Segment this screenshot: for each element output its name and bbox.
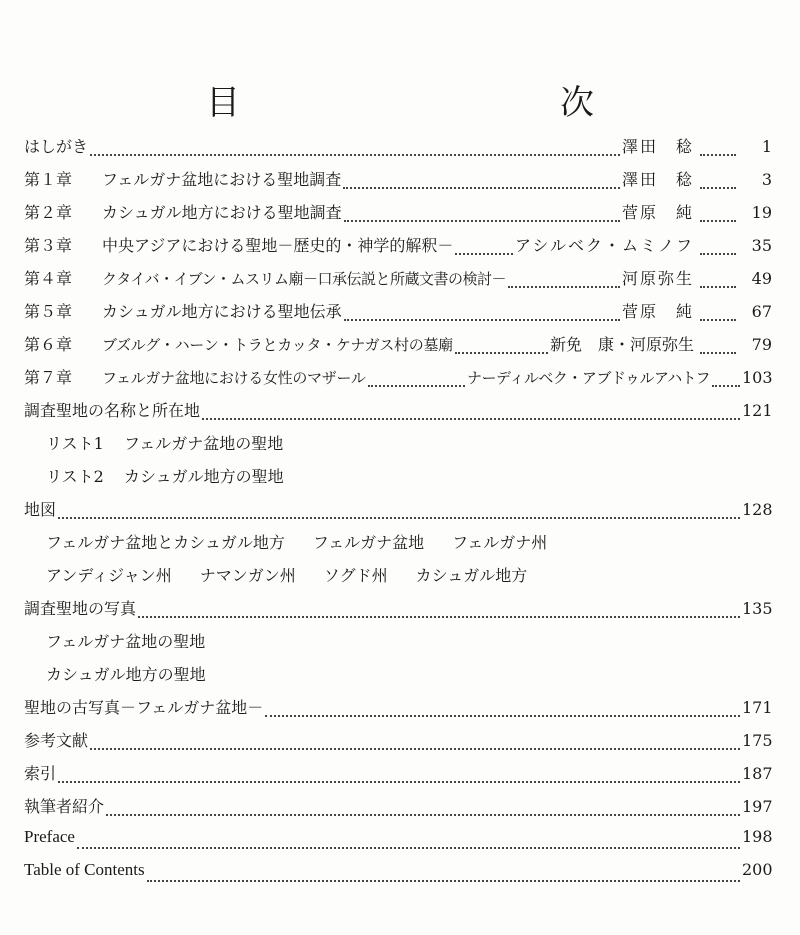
dot-leader: [344, 319, 620, 321]
entry-title: Preface: [24, 827, 75, 846]
toc-sub-photos-2[interactable]: [24, 662, 772, 695]
toc-sub-maps-line-2: [24, 563, 772, 596]
entry-title: フェルガナ盆地における女性のマザール: [102, 369, 366, 387]
toc-entry-index[interactable]: [24, 761, 772, 794]
entry-title: 索引: [24, 764, 57, 783]
dot-leader: [455, 253, 513, 255]
entry-title: 参考文献: [24, 731, 89, 750]
entry-author: 菅原 純: [621, 302, 694, 321]
entry-author: 河原弥生: [621, 269, 694, 288]
map-item[interactable]: フェルガナ盆地とカシュガル地方: [46, 533, 285, 552]
entry-page: 35: [751, 236, 772, 255]
entry-page: 1: [761, 137, 772, 156]
toc-entry-table-of-contents[interactable]: [24, 860, 772, 893]
dot-leader: [202, 418, 740, 420]
toc-sub-photos-1[interactable]: [24, 629, 772, 662]
entry-author: 菅原 純: [621, 203, 694, 222]
dot-leader: [700, 220, 736, 222]
dot-leader: [58, 517, 740, 519]
entry-author: 澤田 稔: [621, 170, 694, 189]
chapter-number: 第１章: [24, 170, 73, 189]
entry-page: 198: [742, 827, 773, 846]
entry-title: 調査聖地の写真: [24, 599, 137, 618]
entry-page: 3: [761, 170, 772, 189]
entry-title: 執筆者紹介: [24, 797, 105, 816]
dot-leader: [700, 187, 736, 189]
dot-leader: [700, 352, 736, 354]
map-item[interactable]: フェルガナ盆地: [312, 533, 425, 552]
toc-entry-chapter-7[interactable]: [24, 365, 772, 398]
dot-leader: [455, 352, 548, 354]
entry-author: 新免 康・河原弥生: [549, 335, 694, 354]
entry-page: 79: [751, 335, 772, 354]
toc-entry-site-names[interactable]: [24, 398, 772, 431]
entry-page: 175: [742, 731, 773, 750]
toc-entry-old-photos[interactable]: [24, 695, 772, 728]
toc-entry-chapter-4[interactable]: [24, 266, 772, 299]
map-item[interactable]: カシュガル地方: [415, 566, 528, 585]
chapter-number: 第６章: [24, 335, 73, 354]
entry-title: ブズルグ・ハーン・トラとカッタ・ケナガス村の墓廟: [102, 336, 453, 354]
entry-page: 49: [751, 269, 772, 288]
toc-entry-chapter-3[interactable]: [24, 233, 772, 266]
dot-leader: [147, 880, 740, 882]
dot-leader: [700, 286, 736, 288]
dot-leader: [700, 319, 736, 321]
dot-leader: [90, 154, 620, 156]
toc-entry-chapter-5[interactable]: [24, 299, 772, 332]
dot-leader: [58, 781, 740, 783]
toc-sub-list-1[interactable]: [24, 431, 772, 464]
entry-title: 調査聖地の名称と所在地: [24, 401, 201, 420]
toc-entry-chapter-1[interactable]: [24, 167, 772, 200]
entry-title: はしがき: [24, 137, 89, 156]
chapter-number: 第５章: [24, 302, 73, 321]
chapter-number: 第７章: [24, 368, 73, 387]
dot-leader: [368, 385, 465, 387]
chapter-number: 第２章: [24, 203, 73, 222]
dot-leader: [700, 154, 736, 156]
entry-title: クタイバ・イブン・ムスリム廟－口承伝説と所蔵文書の検討－: [102, 270, 507, 288]
table-of-contents: [24, 134, 772, 893]
toc-entry-chapter-2[interactable]: [24, 200, 772, 233]
photo-item: カシュガル地方の聖地: [46, 665, 206, 684]
entry-page: 200: [742, 860, 773, 879]
dot-leader: [90, 748, 740, 750]
map-item[interactable]: ナマンガン州: [199, 566, 296, 585]
dot-leader: [138, 616, 740, 618]
map-item[interactable]: ソグド州: [323, 566, 388, 585]
toc-entry-chapter-6[interactable]: [24, 332, 772, 365]
entry-page: 103: [742, 368, 773, 387]
entry-author: ナーディルベク・アブドゥルアハトフ: [467, 369, 710, 387]
dot-leader: [344, 220, 620, 222]
photo-item: フェルガナ盆地の聖地: [46, 632, 206, 651]
toc-entry-preface-jp[interactable]: [24, 134, 772, 167]
entry-title: 地図: [24, 500, 57, 519]
list-label: リスト1: [46, 434, 104, 453]
entry-title: フェルガナ盆地における聖地調査: [102, 170, 342, 189]
list-text: フェルガナ盆地の聖地: [124, 434, 284, 453]
entry-page: 187: [742, 764, 773, 783]
dot-leader: [265, 715, 740, 717]
toc-entry-photos[interactable]: [24, 596, 772, 629]
entry-author: アシルベク・ムミノフ: [515, 236, 694, 255]
dot-leader: [700, 253, 736, 255]
dot-leader: [77, 847, 740, 849]
map-item[interactable]: フェルガナ州: [452, 533, 548, 552]
list-label: リスト2: [46, 467, 104, 486]
toc-sub-maps-line-1: [24, 530, 772, 563]
toc-entry-maps[interactable]: [24, 497, 772, 530]
entry-page: 197: [742, 797, 773, 816]
entry-page: 19: [751, 203, 772, 222]
dot-leader: [508, 286, 620, 288]
chapter-number: 第４章: [24, 269, 73, 288]
entry-title: Table of Contents: [24, 860, 145, 879]
page-title: 目 次: [206, 82, 678, 123]
dot-leader: [106, 814, 740, 816]
entry-title: 中央アジアにおける聖地－歴史的・神学的解釈－: [102, 236, 454, 255]
chapter-number: 第３章: [24, 236, 73, 255]
toc-entry-references[interactable]: [24, 728, 772, 761]
entry-author: 澤田 稔: [621, 137, 694, 156]
map-item[interactable]: アンディジャン州: [46, 566, 172, 585]
toc-entry-contributors[interactable]: [24, 794, 772, 827]
list-text: カシュガル地方の聖地: [124, 467, 284, 486]
entry-title: 聖地の古写真－フェルガナ盆地－: [24, 698, 264, 717]
dot-leader: [343, 187, 620, 189]
dot-leader: [712, 385, 740, 387]
entry-title: カシュガル地方における聖地調査: [102, 203, 342, 222]
entry-page: 128: [742, 500, 773, 519]
entry-page: 67: [751, 302, 772, 321]
toc-sub-list-2[interactable]: [24, 464, 772, 497]
entry-page: 121: [742, 401, 773, 420]
toc-entry-preface-en[interactable]: [24, 827, 772, 860]
entry-page: 135: [742, 599, 773, 618]
entry-title: カシュガル地方における聖地伝承: [102, 302, 342, 321]
entry-page: 171: [742, 698, 773, 717]
